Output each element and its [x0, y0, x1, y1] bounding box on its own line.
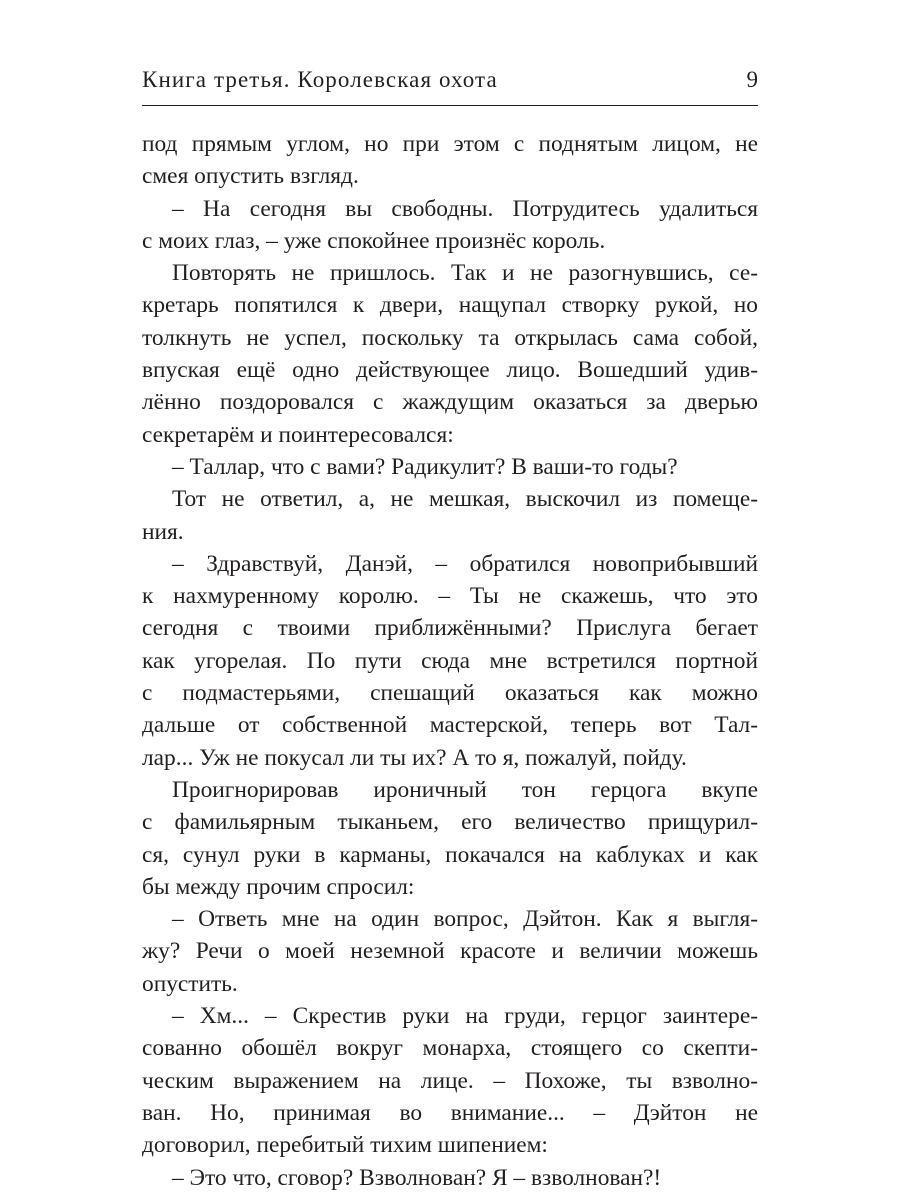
text-line: секретарём и поинтересовался: [142, 421, 454, 448]
text-line: договорил, перебитый тихим шипением: [142, 1132, 548, 1159]
text-line: – Это что, сговор? Взволнован? Я – взволнован?! [172, 1164, 662, 1191]
text-line: – Ответь мне на один вопрос, Дэйтон. Как я выгля- [172, 906, 758, 933]
text-line: сегодня с твоими приближёнными? Прислуга бегает [142, 615, 758, 642]
text-line: – Здравствуй, Данэй, – обратился новоприбывший [172, 550, 758, 577]
text-line: к нахмуренному королю. – Ты не скажешь, что это [142, 583, 758, 610]
text-line: жу? Речи о моей неземной красоте и величии можешь [142, 938, 758, 965]
running-title: Книга третья. Королевская охота [142, 67, 498, 92]
text-line: как угорелая. По пути сюда мне встретился портной [142, 647, 758, 674]
text-line: с подмастерьями, спешащий оказаться как можно [142, 680, 758, 707]
text-line: ческим выражением на лице. – Похоже, ты взволно- [142, 1067, 758, 1094]
text-line: ния. [142, 518, 184, 545]
text-line: с моих глаз, – уже спокойнее произнёс король. [142, 227, 606, 254]
text-line: Повторять не пришлось. Так и не разогнувшись, се- [172, 260, 758, 287]
text-line: опустить. [142, 970, 238, 997]
text-line: сованно обошёл вокруг монарха, стоящего со скепти- [142, 1035, 758, 1062]
text-line: бы между прочим спросил: [142, 873, 415, 900]
page-header [142, 62, 758, 98]
text-line: дальше от собственной мастерской, теперь вот Тал- [142, 712, 758, 739]
text-line: ван. Но, принимая во внимание... – Дэйтон не [142, 1099, 758, 1126]
text-line: Проигнорировав ироничный тон герцога вкупе [172, 776, 758, 803]
text-line: – На сегодня вы свободны. Потрудитесь удалиться [172, 195, 758, 222]
text-line: смея опустить взгляд. [142, 163, 359, 190]
text-line: – Хм... – Скрестив руки на груди, герцог заинтере- [172, 1003, 758, 1030]
text-line: под прямым углом, но при этом с поднятым лицом, не [142, 131, 758, 157]
page-number: 9 [746, 67, 758, 92]
text-line: – Таллар, что с вами? Радикулит? В ваши-то годы? [172, 453, 678, 480]
text-line: с фамильярным тыканьем, его величество прищурил- [142, 809, 758, 836]
text-line: ся, сунул руки в карманы, покачался на каблуках и как [142, 841, 758, 868]
header-divider [142, 105, 758, 106]
text-line: толкнуть не успел, поскольку та открылась сама собой, [142, 324, 758, 351]
text-line: впуская ещё одно действующее лицо. Вошедший удив- [142, 357, 758, 384]
text-line: лённо поздоровался с жаждущим оказаться за дверью [142, 389, 758, 416]
text-line: кретарь попятился к двери, нащупал створку рукой, но [142, 292, 758, 319]
text-line: Тот не ответил, а, не мешкая, выскочил из помеще- [172, 486, 758, 513]
body-text [142, 128, 758, 1194]
text-line: лар... Уж не покусал ли ты их? А то я, пожалуй, пойду. [142, 744, 687, 771]
